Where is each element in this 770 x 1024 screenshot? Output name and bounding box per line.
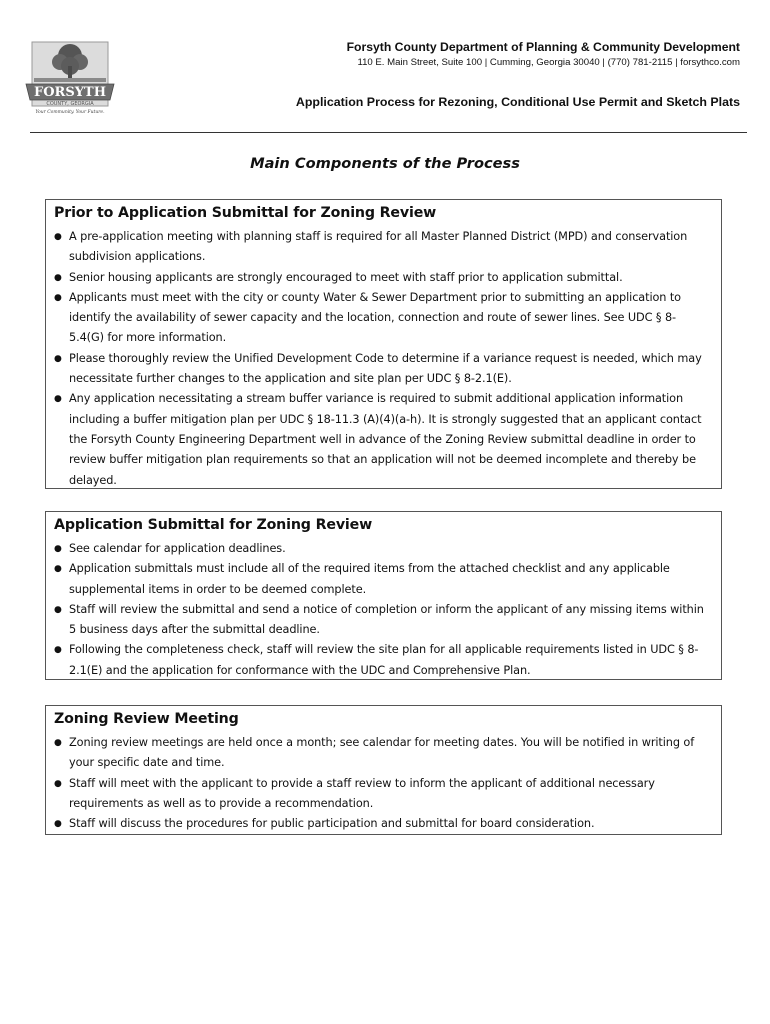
bullet-icon: ● [54, 778, 62, 789]
bullet-icon: ● [54, 738, 62, 748]
document-title: Application Process for Rezoning, Conditional Use Permit and Sketch Plats [295, 95, 740, 109]
bullet-icon: ● [54, 272, 62, 283]
list-item: ● See calendar for application deadlines. [54, 539, 707, 559]
list-item: ● Staff will discuss the procedures for public participation and submittal for board consideration. [54, 814, 707, 834]
bullet-list [54, 539, 707, 681]
list-item: ● Application submittals must include all of the required items from the attached checklist and any applicable supplemental items in order to be deemed complete. [54, 559, 707, 600]
org-contact: 110 E. Main Street, Suite 100 | Cumming, Georgia 30040 | (770) 781-2115 | forsythco.com [357, 57, 740, 68]
logo-subtext: COUNTY, GEORGIA [46, 101, 94, 107]
list-item: ● Staff will meet with the applicant to provide a staff review to inform the applicant of additional necessary requirements as well as to provide a recommendation. [54, 774, 707, 815]
logo-text: FORSYTH [34, 85, 106, 100]
bullet-list [54, 733, 707, 834]
header-divider [30, 132, 747, 133]
bullet-icon: ● [54, 645, 62, 656]
bullet-icon: ● [54, 564, 62, 575]
bullet-icon: ● [54, 819, 62, 830]
section-prior-to-submittal [45, 199, 722, 489]
section-application-submittal [45, 511, 722, 680]
section-title: Zoning Review Meeting [54, 711, 239, 727]
bullet-icon: ● [54, 232, 62, 242]
page-header [0, 0, 770, 135]
bullet-icon: ● [54, 544, 62, 554]
bullet-icon: ● [54, 292, 62, 303]
main-heading: Main Components of the Process [250, 155, 520, 172]
section-zoning-review-meeting [45, 705, 722, 835]
section-title: Application Submittal for Zoning Review [54, 517, 373, 533]
list-item: ● Following the completeness check, staff will review the site plan for all applicable requirements listed in UDC § 8-2.1(E) and the application for conformance with the UDC and Comprehensive Plan. [54, 640, 707, 681]
list-item: ● A pre-application meeting with planning staff is required for all Master Planned District (MPD) and conservation subdivision applications. [54, 227, 707, 268]
org-name: Forsyth County Department of Planning & Community Development [346, 40, 740, 54]
bullet-icon: ● [54, 353, 62, 364]
logo-tagline: Your Community. Your Future. [35, 110, 105, 115]
list-item: ● Senior housing applicants are strongly encouraged to meet with staff prior to application submittal. [54, 268, 707, 288]
list-item: ● Please thoroughly review the Unified Development Code to determine if a variance request is needed, which may necessitate further changes to the application and site plan per UDC § 8-2.1(E). [54, 349, 707, 390]
list-item: ● Any application necessitating a stream buffer variance is required to submit additional application information including a buffer mitigation plan per UDC § 18-11.3 (A)(4)(a-h). It is strongly suggested that an applicant contact the Forsyth County Engineering Department well in advance of the Zoning Review submittal deadline in order to review buffer mitigation plan requirements so that an application will not be deemed incomplete and thereby be delayed. [54, 389, 707, 490]
section-title: Prior to Application Submittal for Zoning Review [54, 205, 437, 221]
list-item: ● Applicants must meet with the city or county Water & Sewer Department prior to submitting an application to identify the availability of sewer capacity and the location, connection and route of sewer lines. See UDC § 8-5.4(G) for more information. [54, 288, 707, 349]
bullet-list [54, 227, 707, 491]
list-item: ● Staff will review the submittal and send a notice of completion or inform the applicant of any missing items within 5 business days after the submittal deadline. [54, 600, 707, 641]
bullet-icon: ● [54, 604, 62, 615]
forsyth-county-logo [24, 38, 116, 116]
list-item: ● Zoning review meetings are held once a month; see calendar for meeting dates. You will be notified in writing of your specific date and time. [54, 733, 707, 774]
bullet-icon: ● [54, 394, 62, 405]
